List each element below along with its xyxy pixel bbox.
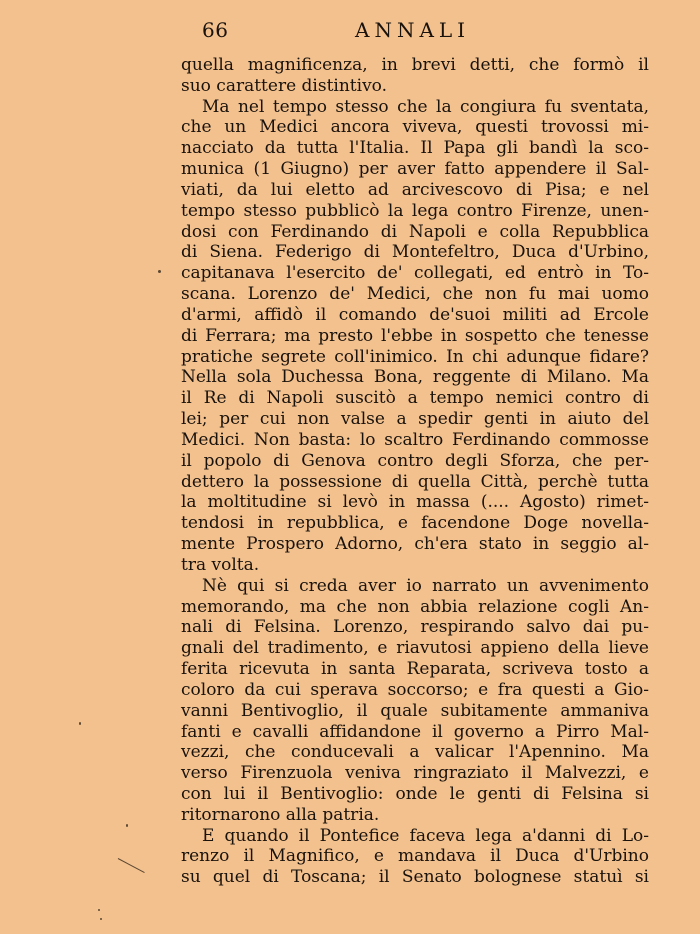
text-line: tempo stesso pubblicò la lega contro Firenze, unen- bbox=[181, 200, 649, 221]
body-text bbox=[181, 55, 649, 888]
text-line: dettero la possessione di quella Città, perchè tutta bbox=[181, 471, 649, 492]
text-line: dosi con Ferdinando di Napoli e colla Repubblica bbox=[181, 221, 649, 242]
page-number: 66 bbox=[202, 18, 229, 42]
text-line: gnali del tradimento, e riavutosi appieno della lieve bbox=[181, 638, 649, 659]
text-line: di Siena. Federigo di Montefeltro, Duca d'Urbino, bbox=[181, 242, 649, 263]
running-title: ANNALI bbox=[355, 18, 471, 42]
text-line: di Ferrara; ma presto l'ebbe in sospetto che tenesse bbox=[181, 325, 649, 346]
text-line: mente Prospero Adorno, ch'era stato in seggio al- bbox=[181, 534, 649, 555]
margin-speck bbox=[158, 270, 161, 273]
text-line: tra volta. bbox=[181, 554, 260, 575]
text-line: la moltitudine si levò in massa (.... Agosto) rimet- bbox=[181, 492, 649, 513]
text-line: nali di Felsina. Lorenzo, respirando salvo dai pu- bbox=[181, 617, 649, 638]
text-line: verso Firenzuola veniva ringraziato il Malvezzi, e bbox=[181, 763, 649, 784]
margin-speck bbox=[79, 722, 81, 725]
text-line: quella magnificenza, in brevi detti, che formò il bbox=[181, 55, 649, 75]
text-line: che un Medici ancora viveva, questi trovossi mi- bbox=[181, 117, 649, 138]
page-header bbox=[0, 14, 700, 44]
text-line: Nè qui si creda aver io narrato un avvenimento bbox=[202, 575, 649, 596]
text-line: capitanava l'esercito de' collegati, ed entrò in To- bbox=[181, 263, 649, 284]
text-line: con lui il Bentivoglio: onde le genti di Felsina si bbox=[181, 783, 649, 804]
text-line: munica (1 Giugno) per aver fatto appendere il Sal- bbox=[181, 159, 649, 180]
text-line: Nella sola Duchessa Bona, reggente di Milano. Ma bbox=[181, 367, 649, 388]
margin-speck bbox=[100, 918, 102, 920]
text-line: pratiche segrete coll'inimico. In chi adunque fidare? bbox=[181, 346, 649, 367]
text-line: viati, da lui eletto ad arcivescovo di Pisa; e nel bbox=[181, 179, 649, 200]
text-line: il popolo di Genova contro degli Sforza, che per- bbox=[181, 450, 649, 471]
text-line: coloro da cui sperava soccorso; e fra questi a Gio- bbox=[181, 679, 649, 700]
text-line: il Re di Napoli suscitò a tempo nemici contro di bbox=[181, 388, 649, 409]
text-line: ferita ricevuta in santa Reparata, scriveva tosto a bbox=[181, 659, 649, 680]
text-line: scana. Lorenzo de' Medici, che non fu mai uomo bbox=[181, 284, 649, 305]
margin-scratch bbox=[118, 858, 145, 873]
text-line: nacciato da tutta l'Italia. Il Papa gli bandì la sco- bbox=[181, 138, 649, 159]
text-line: vanni Bentivoglio, il quale subitamente ammaniva bbox=[181, 700, 649, 721]
text-line: ritornarono alla patria. bbox=[181, 804, 380, 825]
text-line: E quando il Pontefice faceva lega a'danni di Lo- bbox=[202, 825, 649, 846]
text-line: Ma nel tempo stesso che la congiura fu sventata, bbox=[202, 96, 649, 117]
margin-speck bbox=[98, 909, 100, 911]
text-line: su quel di Toscana; il Senato bolognese statuì si bbox=[181, 867, 649, 888]
text-line: memorando, ma che non abbia relazione cogli An- bbox=[181, 596, 649, 617]
text-line: tendosi in repubblica, e facendone Doge novella- bbox=[181, 513, 649, 534]
text-line: d'armi, affidò il comando de'suoi militi ad Ercole bbox=[181, 304, 649, 325]
text-line: renzo il Magnifico, e mandava il Duca d'Urbino bbox=[181, 846, 649, 867]
text-line: Medici. Non basta: lo scaltro Ferdinando commosse bbox=[181, 429, 649, 450]
text-line: vezzi, che conducevali a valicar l'Apennino. Ma bbox=[181, 742, 649, 763]
text-line: suo carattere distintivo. bbox=[181, 75, 388, 96]
margin-speck bbox=[126, 824, 128, 827]
text-line: lei; per cui non valse a spedir genti in aiuto del bbox=[181, 409, 649, 430]
text-line: fanti e cavalli affidandone il governo a Pirro Mal- bbox=[181, 721, 649, 742]
